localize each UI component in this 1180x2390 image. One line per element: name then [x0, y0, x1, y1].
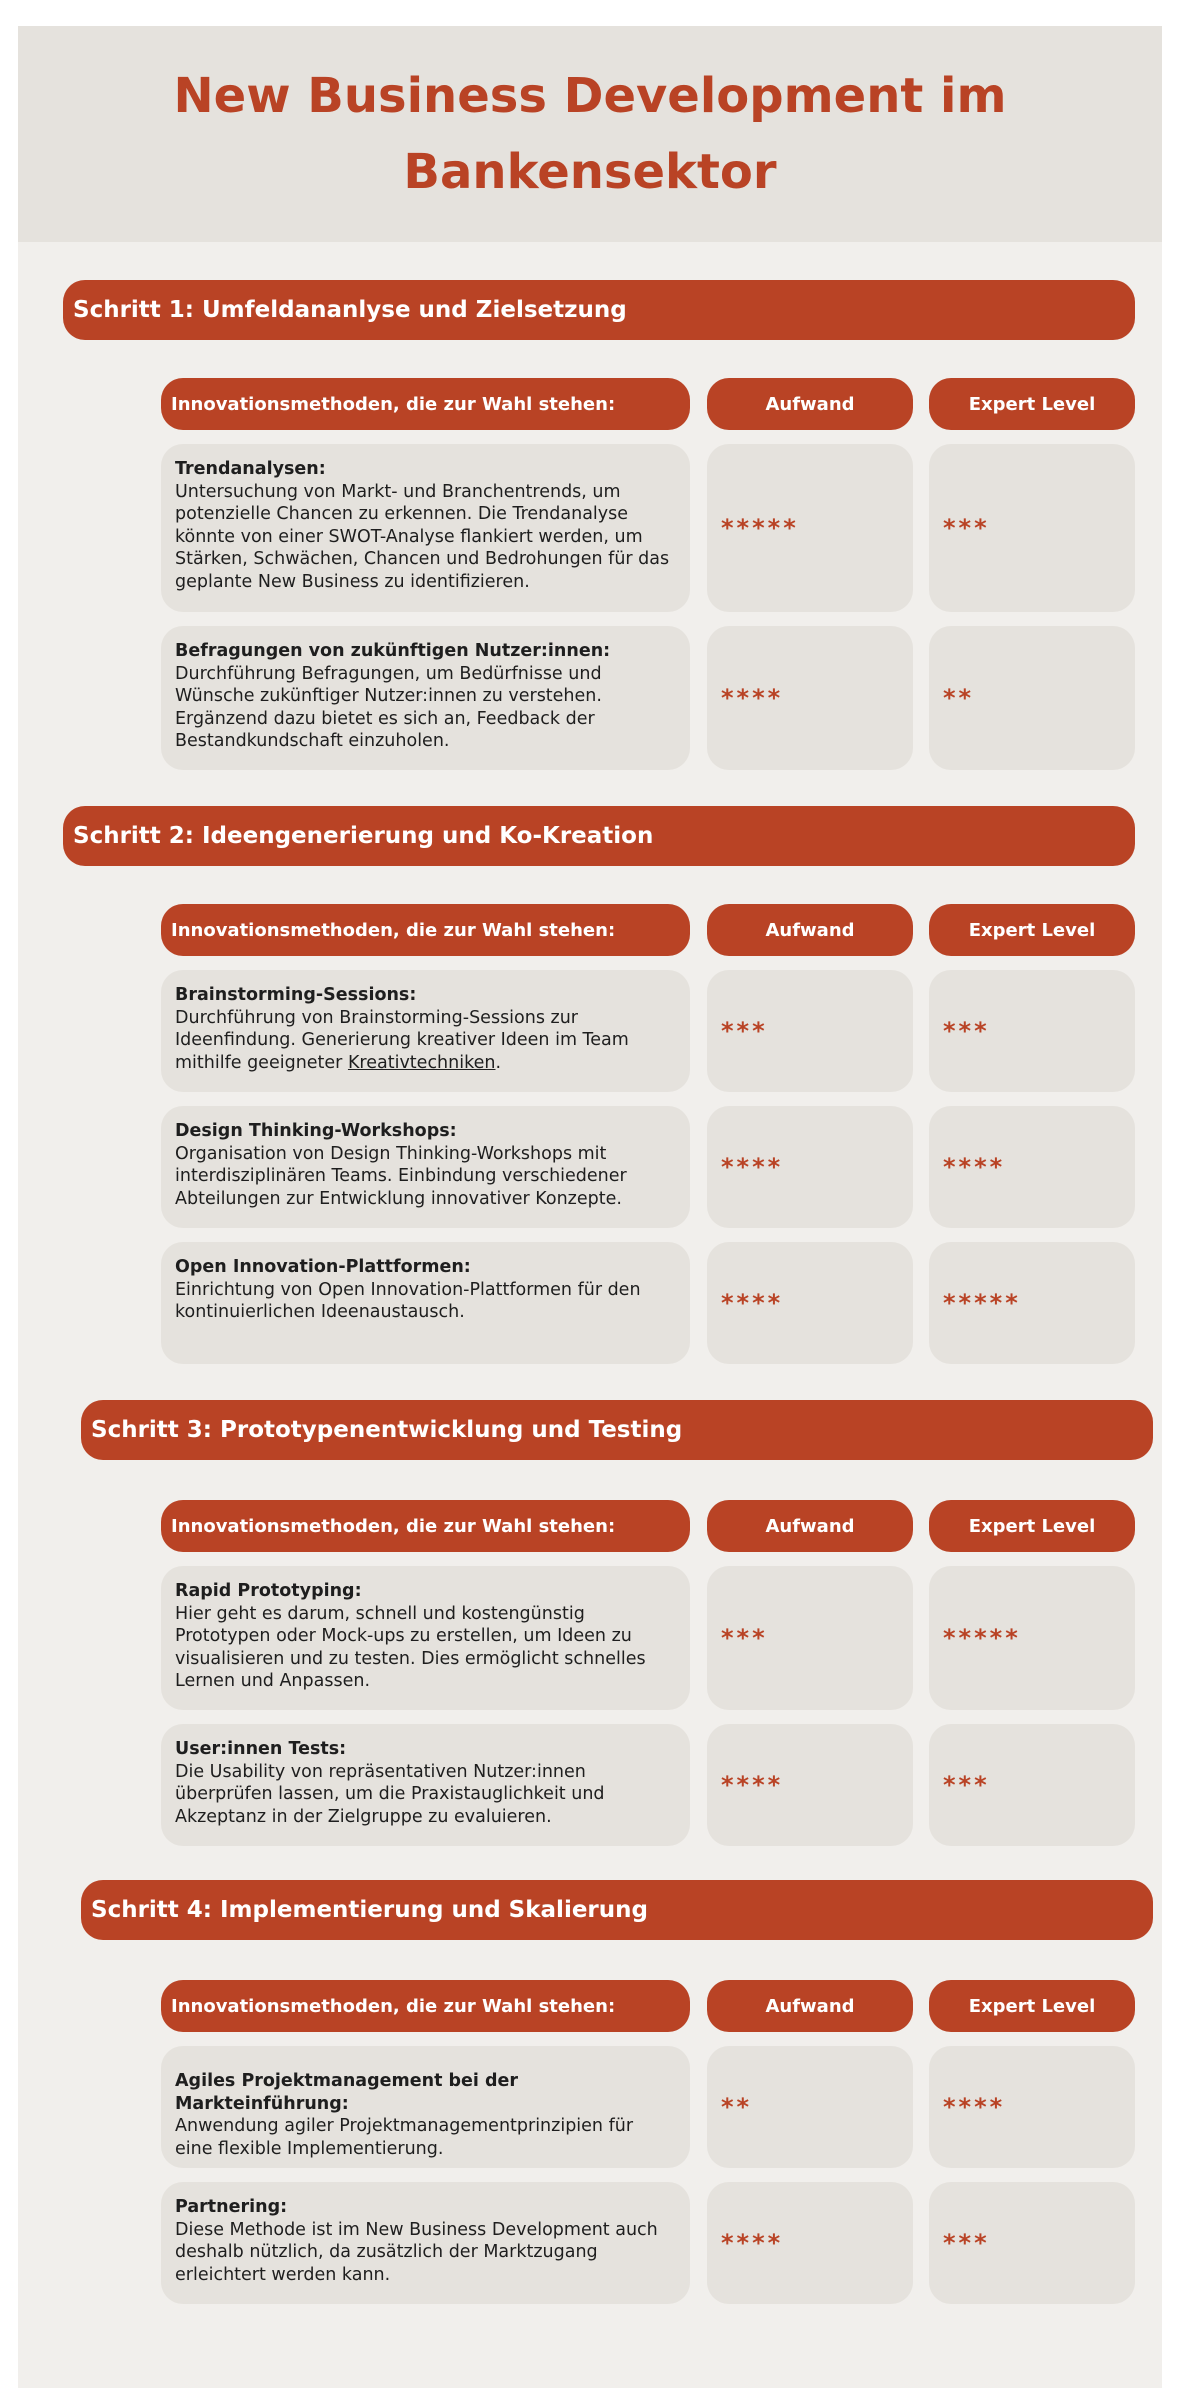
effort-rating-cell — [707, 444, 913, 612]
method-description: Die Usability von repräsentativen Nutzer:innen überprüfen lassen, um die Praxistauglichkeit und Akzeptanz in der Zielgruppe zu evaluieren. — [175, 1761, 605, 1827]
expert-rating: ** — [943, 684, 975, 712]
expert-column-header: Expert Level — [929, 1500, 1135, 1552]
step-1-heading: Schritt 1: Umfeldananlyse und Zielsetzung — [63, 280, 1135, 340]
method-brainstorming — [161, 970, 690, 1092]
effort-column-header: Aufwand — [707, 1500, 913, 1552]
expert-rating: *** — [943, 514, 990, 542]
expert-rating-cell — [929, 1566, 1135, 1710]
expert-rating: ***** — [943, 1289, 1021, 1317]
effort-rating: **** — [721, 1289, 784, 1317]
effort-rating: **** — [721, 1153, 784, 1181]
effort-column-header: Aufwand — [707, 1980, 913, 2032]
method-name: Brainstorming-Sessions: — [175, 985, 417, 1005]
step-3-heading: Schritt 3: Prototypenentwicklung und Testing — [81, 1400, 1153, 1460]
method-partnering — [161, 2182, 690, 2304]
expert-rating: *** — [943, 1017, 990, 1045]
method-name: User:innen Tests: — [175, 1739, 347, 1759]
effort-rating-cell — [707, 1724, 913, 1846]
expert-rating-cell — [929, 626, 1135, 770]
method-open-innovation — [161, 1242, 690, 1364]
method-name: Partnering: — [175, 2197, 288, 2217]
expert-rating: *** — [943, 1771, 990, 1799]
expert-rating-cell — [929, 444, 1135, 612]
expert-rating: **** — [943, 2093, 1006, 2121]
method-design-thinking — [161, 1106, 690, 1228]
expert-rating-cell — [929, 2046, 1135, 2168]
effort-rating: **** — [721, 684, 784, 712]
method-name: Design Thinking-Workshops: — [175, 1121, 457, 1141]
method-name: Trendanalysen: — [175, 459, 326, 479]
expert-rating: ***** — [943, 1624, 1021, 1652]
expert-column-header: Expert Level — [929, 904, 1135, 956]
step-2-heading: Schritt 2: Ideengenerierung und Ko-Kreation — [63, 806, 1135, 866]
title-banner — [18, 26, 1162, 242]
infographic-page — [18, 26, 1162, 2388]
method-description: Anwendung agiler Projektmanagementprinzipien für eine flexible Implementierung. — [175, 2116, 634, 2159]
method-description: Untersuchung von Markt- und Branchentrends, um potenzielle Chancen zu erkennen. Die Trendanalyse könnte von einer SWOT-Analyse flankiert werden, um Stärken, Schwächen, Chancen und Bedrohungen für das geplante New Business zu identifizieren. — [175, 481, 670, 592]
expert-rating-cell — [929, 2182, 1135, 2304]
kreativtechniken-link[interactable]: Kreativtechniken — [347, 1052, 496, 1073]
expert-rating-cell — [929, 970, 1135, 1092]
method-agiles-projektmanagement — [161, 2046, 690, 2168]
methods-column-header: Innovationsmethoden, die zur Wahl stehen: — [161, 1500, 690, 1552]
effort-rating-cell — [707, 1242, 913, 1364]
effort-rating: ***** — [721, 514, 799, 542]
effort-rating: *** — [721, 1624, 768, 1652]
method-description: Organisation von Design Thinking-Workshops mit interdisziplinären Teams. Einbindung verschiedener Abteilungen zur Entwicklung innovativer Konzepte. — [175, 1143, 627, 1209]
effort-rating-cell — [707, 2182, 913, 2304]
effort-rating-cell — [707, 2046, 913, 2168]
expert-column-header: Expert Level — [929, 378, 1135, 430]
effort-rating-cell — [707, 626, 913, 770]
method-description: Durchführung Befragungen, um Bedürfnisse und Wünsche zukünftiger Nutzer:innen zu verstehen. Ergänzend dazu bietet es sich an, Feedback der Bestandkundschaft einzuholen. — [175, 663, 602, 751]
methods-column-header: Innovationsmethoden, die zur Wahl stehen: — [161, 1980, 690, 2032]
effort-rating: **** — [721, 2229, 784, 2257]
effort-column-header: Aufwand — [707, 904, 913, 956]
method-befragungen — [161, 626, 690, 770]
effort-rating-cell — [707, 970, 913, 1092]
method-name: Agiles Projektmanagement bei der Markteinführung: — [175, 2071, 519, 2114]
method-name: Rapid Prototyping: — [175, 1581, 362, 1601]
methods-column-header: Innovationsmethoden, die zur Wahl stehen: — [161, 378, 690, 430]
effort-column-header: Aufwand — [707, 378, 913, 430]
effort-rating-cell — [707, 1106, 913, 1228]
step-4-heading: Schritt 4: Implementierung und Skalierung — [81, 1880, 1153, 1940]
expert-rating: *** — [943, 2229, 990, 2257]
description-end: . — [495, 1052, 502, 1073]
method-description: Diese Methode ist im New Business Development auch deshalb nützlich, da zusätzlich der Marktzugang erleichtert werden kann. — [175, 2219, 658, 2285]
method-description: Hier geht es darum, schnell und kostengünstig Prototypen oder Mock-ups zu erstellen, um Ideen zu visualisieren und zu testen. Dies ermöglicht schnelles Lernen und Anpassen. — [175, 1603, 646, 1691]
methods-column-header: Innovationsmethoden, die zur Wahl stehen: — [161, 904, 690, 956]
method-user-tests — [161, 1724, 690, 1846]
effort-rating: ** — [721, 2093, 753, 2121]
expert-rating: **** — [943, 1153, 1006, 1181]
expert-rating-cell — [929, 1724, 1135, 1846]
effort-rating: **** — [721, 1771, 784, 1799]
method-trendanalysen — [161, 444, 690, 612]
method-rapid-prototyping — [161, 1566, 690, 1710]
effort-rating-cell — [707, 1566, 913, 1710]
method-name: Open Innovation-Plattformen: — [175, 1257, 471, 1277]
method-name: Befragungen von zukünftigen Nutzer:innen: — [175, 641, 611, 661]
expert-column-header: Expert Level — [929, 1980, 1135, 2032]
page-title: New Business Development im Bankensektor — [173, 68, 1007, 200]
method-description: Einrichtung von Open Innovation-Plattformen für den kontinuierlichen Ideenaustausch. — [175, 1279, 641, 1322]
method-description: Durchführung von Brainstorming-Sessions zur Ideenfindung. Generierung kreativer Ideen im Team mithilfe geeigneter — [175, 1007, 629, 1073]
effort-rating: *** — [721, 1017, 768, 1045]
expert-rating-cell — [929, 1106, 1135, 1228]
expert-rating-cell — [929, 1242, 1135, 1364]
